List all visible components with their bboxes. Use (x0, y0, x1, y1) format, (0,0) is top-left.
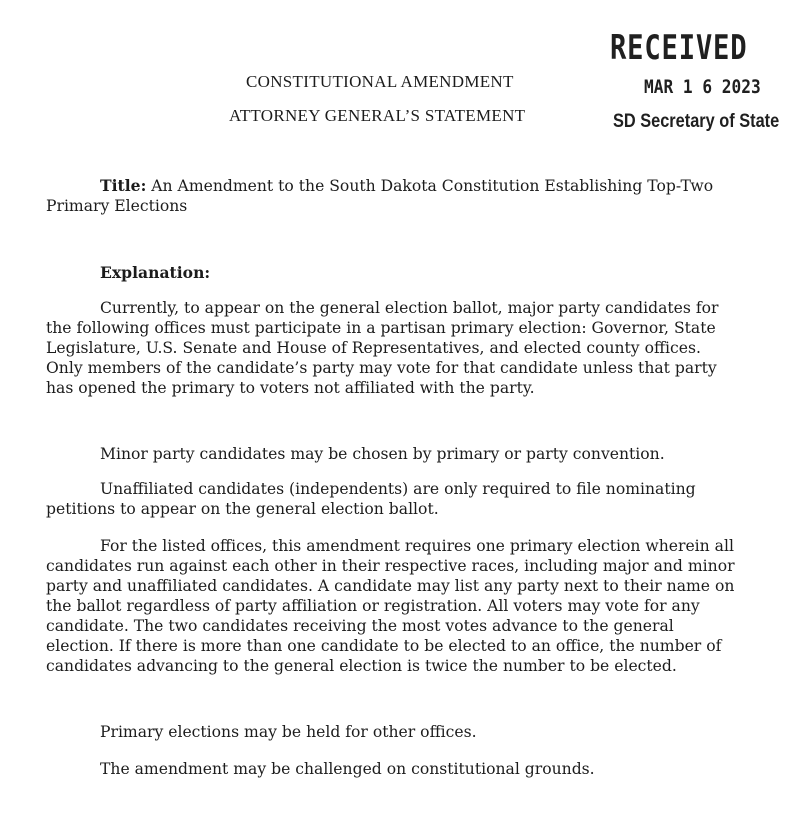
received-stamp: RECEIVED (610, 28, 748, 68)
document-heading: CONSTITUTIONAL AMENDMENT (246, 72, 514, 91)
explanation-heading: Explanation: (100, 263, 211, 282)
explanation-paragraph: Unaffiliated candidates (independents) are only required to file nominating petitions to appear on the general election ballot. (46, 480, 696, 518)
explanation-paragraph: Currently, to appear on the general election ballot, major party candidates for the following offices must participate in a partisan primary election: Governor, State Legislature, U.S. Senate and House of Representatives, and elected county offices. Only members of the candidate’s party may vote for that candidate unless that party has opened the primary to voters not affiliated with the party. (46, 299, 719, 397)
title-label: Title: (100, 176, 147, 195)
explanation-paragraph: Minor party candidates may be chosen by primary or party convention. (100, 445, 665, 463)
title-paragraph (46, 176, 736, 216)
explanation-paragraph: For the listed offices, this amendment requires one primary election wherein all candidates run against each other in their respective races, including major and minor party and unaffiliated candidates. A candidate may list any party next to their name on the ballot regardless of party affiliation or registration. All voters may vote for any candidate. The two candidates receiving the most votes advance to the general election. If there is more than one candidate to be elected to an office, the number of candidates advancing to the general election is twice the number to be elected. (46, 537, 735, 675)
explanation-paragraph: Primary elections may be held for other offices. (100, 723, 477, 741)
title-text: An Amendment to the South Dakota Constitution Establishing Top-Two Primary Elections (46, 177, 714, 215)
received-stamp-office: SD Secretary of State (613, 111, 780, 132)
received-stamp-date: MAR 1 6 2023 (644, 76, 761, 98)
document-subheading: ATTORNEY GENERAL’S STATEMENT (229, 106, 526, 125)
explanation-paragraph: The amendment may be challenged on constitutional grounds. (100, 760, 595, 778)
